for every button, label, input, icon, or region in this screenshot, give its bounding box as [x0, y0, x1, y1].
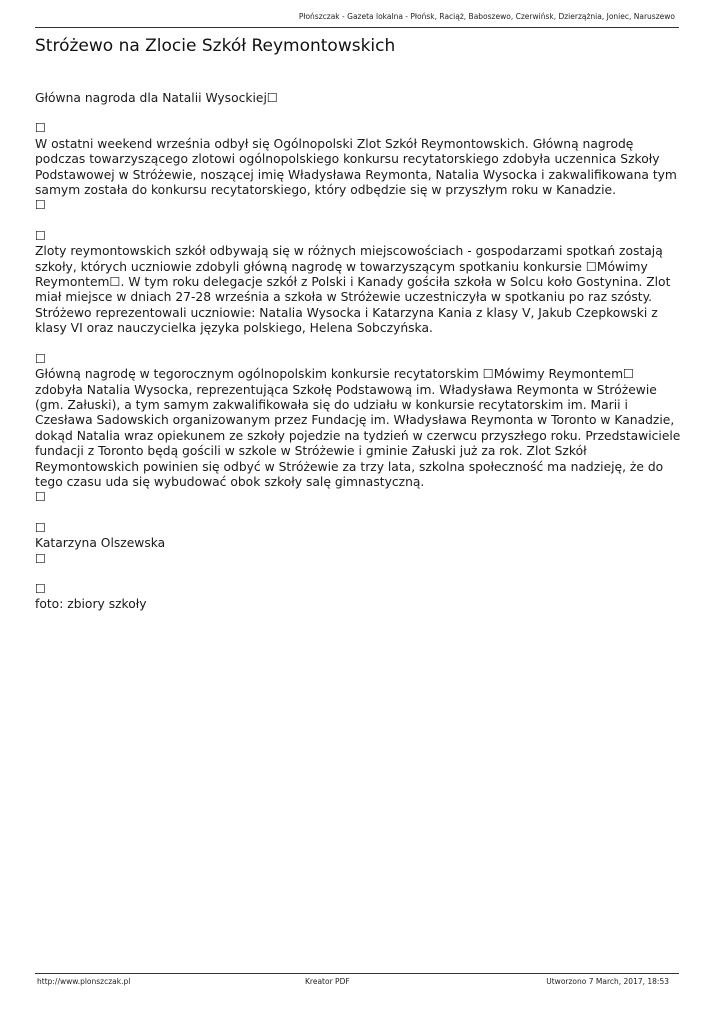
article-paragraph: ☐ W ostatni weekend września odbył się Ogólnopolski Zlot Szkół Reymontowskich. Główną nagrodę podczas towarzyszącego zlotowi ogólnopolskiego konkursu recytatorskiego zdobyła uczennica Szkoły Podstawowej w Stróżewie, noszącej imię Władysława Reymonta, Natalia Wysocka i zakwalifikowana tym samym została do konkursu recytatorskiego, który odbędzie się w przyszłym roku w Kanadzie. ☐ [35, 121, 677, 213]
article-title: Stróżewo na Zlocie Szkół Reymontowskich [35, 36, 396, 56]
photo-credit: ☐ foto: zbiory szkoły [35, 581, 147, 612]
header-divider [35, 27, 679, 28]
article-body [35, 91, 685, 628]
article-paragraph: ☐ Zloty reymontowskich szkół odbywają się w różnych miejscowościach - gospodarzami spotkań zostają szkoły, których uczniowie zdobyli główną nagrodę w towarzyszącym spotkaniu konkursie ☐Mówimy Reymontem☐. W tym roku delegacje szkół z Polski i Kanady gościła szkoła w Solcu koło Gostynina. Zlot miał miejsce w dniach 27-28 września a szkoła w Stróżewie uczestniczyła w spotkaniu po raz szósty. Stróżewo reprezentowali uczniowie: Natalia Wysocka i Katarzyna Kania z klasy V, Jakub Czepkowski z klasy VI oraz nauczycielka języka polskiego, Helena Sobczyńska. [35, 228, 671, 336]
article-paragraph: ☐ Główną nagrodę w tegorocznym ogólnopolskim konkursie recytatorskim ☐Mówimy Reymontem☐ zdobyła Natalia Wysocka, reprezentująca Szkołę Podstawową im. Władysława Reymonta w Stróżewie (gm. Załuski), a tym samym zakwalifikowała się do udziału w konkursie recytatorskim im. Marii i Czesława Sadowskich organizowanym przez Fundację im. Władysława Reymonta w Toronto w Kanadzie, dokąd Natalia wraz opiekunem ze szkoły pojedzie na tydzień w czerwcu przyszłego roku. Przedstawiciele fundacji z Toronto będą gościli w szkole w Stróżewie i gminie Załuski już za rok. Zlot Szkół Reymontowskich powinien się odbyć w Stróżewie za trzy lata, szkolna społeczność ma nadzieję, że do tego czasu uda się wybudować obok szkoły salę gimnastyczną. ☐ [35, 351, 681, 505]
article-author: ☐ Katarzyna Olszewska ☐ [35, 520, 166, 566]
site-header: Płońszczak - Gazeta lokalna - Płońsk, Raciąż, Baboszewo, Czerwińsk, Dzierzążnia, Joniec, Naruszewo [298, 12, 675, 21]
footer-divider [35, 973, 679, 974]
footer-url-link[interactable]: http://www.plonszczak.pl [37, 977, 131, 986]
footer-generator: Kreator PDF [305, 977, 350, 986]
article-lead: Główna nagroda dla Natalii Wysockiej☐ [35, 91, 278, 105]
footer-created-date: Utworzono 7 March, 2017, 18:53 [546, 977, 669, 986]
